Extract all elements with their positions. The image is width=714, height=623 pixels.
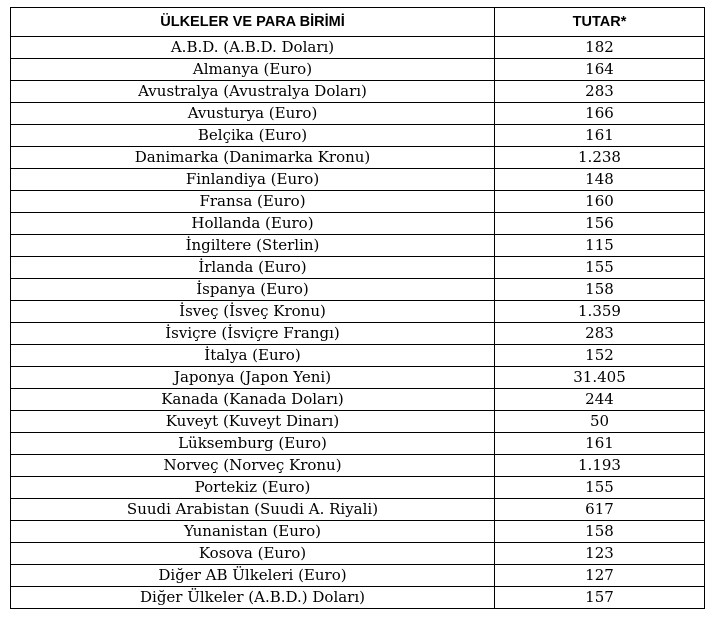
currency-amount-table (10, 7, 705, 609)
table-row (11, 521, 705, 543)
amount-cell: 283 (495, 323, 705, 345)
amount-cell: 152 (495, 345, 705, 367)
country-currency-cell: Kosova (Euro) (11, 543, 495, 565)
country-currency-cell: Avusturya (Euro) (11, 103, 495, 125)
country-currency-cell: Kanada (Kanada Doları) (11, 389, 495, 411)
amount-cell: 160 (495, 191, 705, 213)
amount-cell: 1.193 (495, 455, 705, 477)
country-currency-cell: Yunanistan (Euro) (11, 521, 495, 543)
country-currency-cell: İngiltere (Sterlin) (11, 235, 495, 257)
table-row (11, 147, 705, 169)
country-currency-cell: İrlanda (Euro) (11, 257, 495, 279)
country-currency-cell: Lüksemburg (Euro) (11, 433, 495, 455)
amount-cell: 158 (495, 279, 705, 301)
country-currency-cell: İtalya (Euro) (11, 345, 495, 367)
amount-cell: 161 (495, 125, 705, 147)
amount-cell: 31.405 (495, 367, 705, 389)
country-currency-cell: Suudi Arabistan (Suudi A. Riyali) (11, 499, 495, 521)
table-row (11, 235, 705, 257)
table-row (11, 411, 705, 433)
country-currency-cell: Belçika (Euro) (11, 125, 495, 147)
header-row (11, 8, 705, 37)
table-row (11, 103, 705, 125)
amount-cell: 1.238 (495, 147, 705, 169)
table-row (11, 213, 705, 235)
table-row (11, 37, 705, 59)
table-header (11, 8, 705, 37)
amount-cell: 157 (495, 587, 705, 609)
table-row (11, 389, 705, 411)
country-currency-cell: Japonya (Japon Yeni) (11, 367, 495, 389)
country-currency-cell: İsviçre (İsviçre Frangı) (11, 323, 495, 345)
table-row (11, 433, 705, 455)
table-row (11, 169, 705, 191)
table-row (11, 125, 705, 147)
country-currency-cell: Finlandiya (Euro) (11, 169, 495, 191)
amount-cell: 182 (495, 37, 705, 59)
amount-cell: 166 (495, 103, 705, 125)
country-currency-cell: Almanya (Euro) (11, 59, 495, 81)
country-currency-cell: Portekiz (Euro) (11, 477, 495, 499)
amount-cell: 148 (495, 169, 705, 191)
amount-cell: 617 (495, 499, 705, 521)
table-body (11, 37, 705, 609)
column-header-amount: TUTAR* (495, 8, 705, 37)
table-row (11, 191, 705, 213)
country-currency-cell: İspanya (Euro) (11, 279, 495, 301)
country-currency-cell: Hollanda (Euro) (11, 213, 495, 235)
country-currency-cell: Danimarka (Danimarka Kronu) (11, 147, 495, 169)
table-row (11, 345, 705, 367)
amount-cell: 244 (495, 389, 705, 411)
table-row (11, 499, 705, 521)
country-currency-cell: Kuveyt (Kuveyt Dinarı) (11, 411, 495, 433)
table-row (11, 59, 705, 81)
country-currency-cell: A.B.D. (A.B.D. Doları) (11, 37, 495, 59)
amount-cell: 123 (495, 543, 705, 565)
table-row (11, 81, 705, 103)
amount-cell: 155 (495, 477, 705, 499)
amount-cell: 156 (495, 213, 705, 235)
country-currency-cell: Fransa (Euro) (11, 191, 495, 213)
table-row (11, 477, 705, 499)
amount-cell: 155 (495, 257, 705, 279)
amount-cell: 161 (495, 433, 705, 455)
amount-cell: 164 (495, 59, 705, 81)
table-row (11, 279, 705, 301)
country-currency-cell: Avustralya (Avustralya Doları) (11, 81, 495, 103)
country-currency-cell: Diğer Ülkeler (A.B.D.) Doları) (11, 587, 495, 609)
amount-cell: 158 (495, 521, 705, 543)
table-row (11, 587, 705, 609)
table-row (11, 367, 705, 389)
table-row (11, 543, 705, 565)
amount-cell: 50 (495, 411, 705, 433)
amount-cell: 115 (495, 235, 705, 257)
table-row (11, 257, 705, 279)
table-row (11, 565, 705, 587)
column-header-country-currency: ÜLKELER VE PARA BİRİMİ (11, 8, 495, 37)
amount-cell: 1.359 (495, 301, 705, 323)
country-currency-cell: Diğer AB Ülkeleri (Euro) (11, 565, 495, 587)
table-row (11, 301, 705, 323)
country-currency-cell: Norveç (Norveç Kronu) (11, 455, 495, 477)
country-currency-cell: İsveç (İsveç Kronu) (11, 301, 495, 323)
table-row (11, 455, 705, 477)
amount-cell: 127 (495, 565, 705, 587)
amount-cell: 283 (495, 81, 705, 103)
table-row (11, 323, 705, 345)
